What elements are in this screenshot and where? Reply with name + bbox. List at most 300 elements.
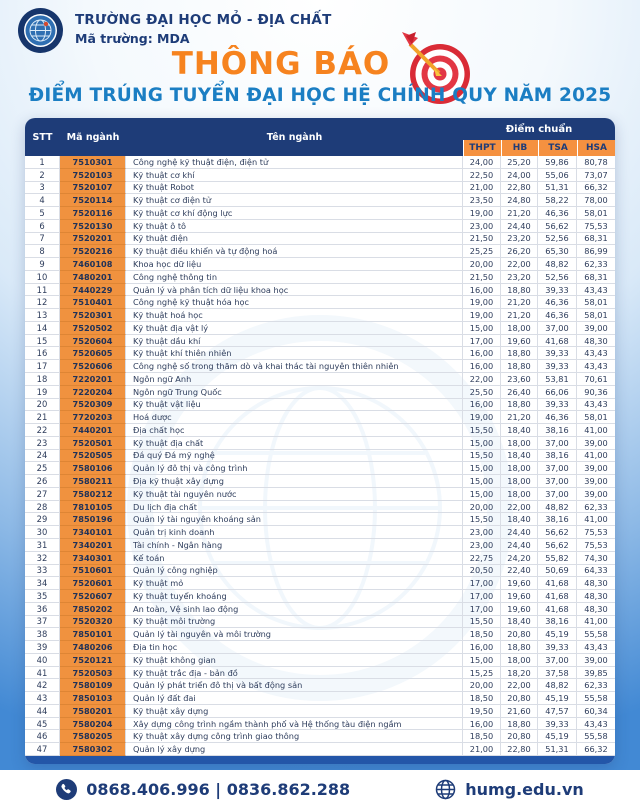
row-major-name: Kỹ thuật ô tô: [126, 220, 463, 233]
row-score-hb: 26,20: [501, 245, 538, 258]
row-major-code: 7520501: [60, 437, 126, 450]
row-score-hb: 22,80: [501, 182, 538, 195]
row-score-hsa: 68,31: [577, 233, 615, 246]
row-score-hb: 25,20: [501, 156, 538, 169]
row-major-name: Quản lý đất đai: [126, 692, 463, 705]
footer-website-group: [435, 779, 584, 800]
row-stt: 44: [25, 705, 60, 718]
row-score-tsa: 48,82: [538, 679, 577, 692]
row-score-thpt: 17,00: [463, 590, 501, 603]
row-score-thpt: 16,00: [463, 718, 501, 731]
row-score-thpt: 23,50: [463, 194, 501, 207]
row-major-name: Du lịch địa chất: [126, 501, 463, 514]
row-major-name: Kỹ thuật khí thiên nhiên: [126, 347, 463, 360]
row-score-tsa: 50,69: [538, 565, 577, 578]
row-stt: 30: [25, 526, 60, 539]
row-major-code: 7720203: [60, 411, 126, 424]
row-score-tsa: 39,33: [538, 718, 577, 731]
row-score-hb: 18,80: [501, 360, 538, 373]
row-major-name: Kỹ thuật điện: [126, 233, 463, 246]
row-major-name: Quản lý tài nguyên khoáng sản: [126, 513, 463, 526]
row-major-code: 7580109: [60, 679, 126, 692]
table-row: [25, 667, 615, 680]
row-score-thpt: 23,00: [463, 539, 501, 552]
row-major-name: Quản trị kinh doanh: [126, 526, 463, 539]
row-major-code: 7520114: [60, 194, 126, 207]
row-score-hb: 18,00: [501, 488, 538, 501]
row-major-code: 7580211: [60, 475, 126, 488]
row-stt: 28: [25, 501, 60, 514]
table-row: [25, 169, 615, 182]
row-stt: 36: [25, 603, 60, 616]
row-major-name: Quản lý công nghiệp: [126, 565, 463, 578]
row-score-hsa: 39,85: [577, 667, 615, 680]
phone-icon: [56, 779, 77, 800]
row-score-hb: 18,80: [501, 641, 538, 654]
row-score-thpt: 22,50: [463, 169, 501, 182]
row-score-hsa: 43,43: [577, 284, 615, 297]
table-row: [25, 654, 615, 667]
table-row: [25, 577, 615, 590]
row-score-tsa: 39,33: [538, 399, 577, 412]
row-score-tsa: 37,00: [538, 322, 577, 335]
row-score-hb: 22,00: [501, 501, 538, 514]
row-major-name: Công nghệ kỹ thuật điện, điện tử: [126, 156, 463, 169]
row-stt: 41: [25, 667, 60, 680]
col-header-hb: HB: [501, 140, 538, 156]
row-score-thpt: 20,00: [463, 679, 501, 692]
row-major-name: Quản lý tài nguyên và môi trường: [126, 628, 463, 641]
row-major-name: Kỹ thuật tài nguyên nước: [126, 488, 463, 501]
row-score-hsa: 55,58: [577, 730, 615, 743]
row-major-code: 7510601: [60, 565, 126, 578]
table-row: [25, 296, 615, 309]
row-stt: 8: [25, 245, 60, 258]
row-major-code: 7520309: [60, 399, 126, 412]
table-row: [25, 488, 615, 501]
row-stt: 13: [25, 309, 60, 322]
row-major-code: 7520503: [60, 667, 126, 680]
row-score-tsa: 41,68: [538, 603, 577, 616]
row-stt: 39: [25, 641, 60, 654]
row-score-hsa: 62,33: [577, 679, 615, 692]
table-row: [25, 718, 615, 731]
footer-bar: [0, 770, 640, 809]
row-score-hb: 23,60: [501, 373, 538, 386]
row-score-tsa: 51,31: [538, 182, 577, 195]
row-score-tsa: 39,33: [538, 641, 577, 654]
row-stt: 40: [25, 654, 60, 667]
table-row: [25, 501, 615, 514]
row-score-hsa: 41,00: [577, 424, 615, 437]
row-major-code: 7520505: [60, 450, 126, 463]
table-row: [25, 399, 615, 412]
table-row: [25, 565, 615, 578]
row-major-name: Kỹ thuật môi trường: [126, 616, 463, 629]
row-major-code: 7460108: [60, 258, 126, 271]
row-score-tsa: 38,16: [538, 513, 577, 526]
row-score-tsa: 41,68: [538, 590, 577, 603]
row-major-name: An toàn, Vệ sinh lao động: [126, 603, 463, 616]
col-header-tsa: TSA: [538, 140, 577, 156]
row-score-hsa: 43,43: [577, 360, 615, 373]
table-row: [25, 539, 615, 552]
row-score-hsa: 39,00: [577, 475, 615, 488]
row-score-thpt: 15,00: [463, 437, 501, 450]
row-stt: 21: [25, 411, 60, 424]
row-score-hsa: 62,33: [577, 258, 615, 271]
row-major-code: 7850202: [60, 603, 126, 616]
row-stt: 6: [25, 220, 60, 233]
row-score-tsa: 52,56: [538, 271, 577, 284]
table-row: [25, 424, 615, 437]
row-score-hb: 23,20: [501, 233, 538, 246]
row-stt: 18: [25, 373, 60, 386]
row-major-name: Hoá dược: [126, 411, 463, 424]
table-row: [25, 335, 615, 348]
row-major-name: Địa chất học: [126, 424, 463, 437]
row-major-name: Quản lý đô thị và công trình: [126, 462, 463, 475]
row-score-tsa: 59,86: [538, 156, 577, 169]
row-score-thpt: 17,00: [463, 577, 501, 590]
row-stt: 1: [25, 156, 60, 169]
row-score-hsa: 48,30: [577, 335, 615, 348]
table-row: [25, 552, 615, 565]
row-score-hsa: 64,33: [577, 565, 615, 578]
row-score-tsa: 47,57: [538, 705, 577, 718]
row-score-tsa: 46,36: [538, 207, 577, 220]
row-score-hb: 24,80: [501, 194, 538, 207]
row-score-hb: 24,40: [501, 526, 538, 539]
row-score-hb: 18,00: [501, 322, 538, 335]
row-score-hb: 19,60: [501, 335, 538, 348]
row-score-hb: 19,60: [501, 603, 538, 616]
table-row: [25, 373, 615, 386]
col-header-diem-chuan: Điểm chuẩn: [505, 123, 573, 135]
table-row: [25, 513, 615, 526]
row-stt: 22: [25, 424, 60, 437]
row-score-hsa: 75,53: [577, 526, 615, 539]
row-major-code: 7580201: [60, 705, 126, 718]
row-score-thpt: 21,00: [463, 182, 501, 195]
row-stt: 9: [25, 258, 60, 271]
row-score-hsa: 62,33: [577, 501, 615, 514]
row-major-code: 7520201: [60, 233, 126, 246]
row-score-hsa: 43,43: [577, 718, 615, 731]
row-score-thpt: 15,00: [463, 322, 501, 335]
row-stt: 46: [25, 730, 60, 743]
row-score-hb: 26,40: [501, 386, 538, 399]
row-score-thpt: 22,75: [463, 552, 501, 565]
row-score-hsa: 43,43: [577, 347, 615, 360]
row-major-name: Đá quý Đá mỹ nghệ: [126, 450, 463, 463]
row-score-thpt: 18,50: [463, 628, 501, 641]
row-score-hb: 21,20: [501, 207, 538, 220]
row-score-hb: 18,40: [501, 424, 538, 437]
row-major-code: 7220201: [60, 373, 126, 386]
table-row: [25, 182, 615, 195]
row-score-tsa: 45,19: [538, 628, 577, 641]
row-major-code: 7520607: [60, 590, 126, 603]
row-stt: 10: [25, 271, 60, 284]
row-stt: 26: [25, 475, 60, 488]
row-score-thpt: 17,00: [463, 603, 501, 616]
row-stt: 27: [25, 488, 60, 501]
row-major-name: Kỹ thuật cơ khí: [126, 169, 463, 182]
row-score-thpt: 15,25: [463, 667, 501, 680]
row-major-code: 7440201: [60, 424, 126, 437]
row-major-name: Ngôn ngữ Trung Quốc: [126, 386, 463, 399]
row-score-tsa: 46,36: [538, 309, 577, 322]
row-major-code: 7340201: [60, 539, 126, 552]
row-major-code: 7520107: [60, 182, 126, 195]
row-score-thpt: 20,00: [463, 258, 501, 271]
row-stt: 19: [25, 386, 60, 399]
row-score-hb: 18,00: [501, 437, 538, 450]
row-major-code: 7580205: [60, 730, 126, 743]
row-score-thpt: 15,50: [463, 513, 501, 526]
row-major-code: 7520121: [60, 654, 126, 667]
row-score-hb: 18,80: [501, 399, 538, 412]
table-row: [25, 526, 615, 539]
table-row: [25, 411, 615, 424]
row-score-thpt: 18,50: [463, 692, 501, 705]
row-score-tsa: 37,58: [538, 667, 577, 680]
table-row: [25, 692, 615, 705]
row-score-tsa: 37,00: [538, 437, 577, 450]
row-score-hb: 22,00: [501, 258, 538, 271]
row-score-hsa: 73,07: [577, 169, 615, 182]
table-row: [25, 233, 615, 246]
table-row: [25, 743, 615, 756]
page-subtitle: ĐIỂM TRÚNG TUYỂN ĐẠI HỌC HỆ CHÍNH QUY NĂM 2025: [28, 85, 612, 106]
row-score-tsa: 65,30: [538, 245, 577, 258]
row-score-hb: 22,40: [501, 565, 538, 578]
table-row: [25, 220, 615, 233]
row-score-thpt: 21,00: [463, 743, 501, 756]
row-score-hb: 24,20: [501, 552, 538, 565]
row-major-code: 7520301: [60, 309, 126, 322]
table-row: [25, 705, 615, 718]
row-major-name: Địa tin học: [126, 641, 463, 654]
col-header-ten-nganh: Tên ngành: [266, 131, 323, 143]
row-score-hb: 22,80: [501, 743, 538, 756]
row-score-hb: 18,40: [501, 616, 538, 629]
row-score-hb: 21,20: [501, 296, 538, 309]
row-score-tsa: 48,82: [538, 501, 577, 514]
table-row: [25, 450, 615, 463]
row-stt: 29: [25, 513, 60, 526]
row-major-code: 7520606: [60, 360, 126, 373]
row-score-hsa: 41,00: [577, 616, 615, 629]
row-major-code: 7850103: [60, 692, 126, 705]
row-score-hb: 24,00: [501, 169, 538, 182]
row-score-thpt: 19,00: [463, 411, 501, 424]
table-row: [25, 347, 615, 360]
row-score-thpt: 25,50: [463, 386, 501, 399]
row-score-tsa: 56,62: [538, 526, 577, 539]
row-score-hb: 18,00: [501, 654, 538, 667]
row-score-hsa: 58,01: [577, 296, 615, 309]
row-score-hsa: 90,36: [577, 386, 615, 399]
row-score-hsa: 48,30: [577, 590, 615, 603]
row-score-thpt: 20,50: [463, 565, 501, 578]
table-bottom-bar: [25, 756, 615, 764]
row-score-hb: 18,00: [501, 475, 538, 488]
row-major-code: 7480201: [60, 271, 126, 284]
row-major-name: Ngôn ngữ Anh: [126, 373, 463, 386]
table-row: [25, 616, 615, 629]
row-stt: 14: [25, 322, 60, 335]
table-row: [25, 360, 615, 373]
row-score-hb: 18,40: [501, 450, 538, 463]
row-score-hsa: 58,01: [577, 411, 615, 424]
table-row: [25, 271, 615, 284]
row-major-name: Địa kỹ thuật xây dựng: [126, 475, 463, 488]
row-stt: 38: [25, 628, 60, 641]
row-stt: 23: [25, 437, 60, 450]
row-score-hb: 21,60: [501, 705, 538, 718]
row-score-hsa: 58,01: [577, 309, 615, 322]
row-score-hsa: 70,61: [577, 373, 615, 386]
row-stt: 3: [25, 182, 60, 195]
row-major-code: 7520116: [60, 207, 126, 220]
row-major-code: 7510301: [60, 156, 126, 169]
row-score-thpt: 24,00: [463, 156, 501, 169]
row-major-code: 7480206: [60, 641, 126, 654]
table-row: [25, 679, 615, 692]
row-score-hsa: 41,00: [577, 450, 615, 463]
table-row: [25, 194, 615, 207]
row-score-hsa: 74,30: [577, 552, 615, 565]
row-major-name: Kỹ thuật cơ điện tử: [126, 194, 463, 207]
row-score-thpt: 15,50: [463, 450, 501, 463]
row-major-code: 7520320: [60, 616, 126, 629]
row-score-hb: 24,40: [501, 539, 538, 552]
row-major-name: Kỹ thuật Robot: [126, 182, 463, 195]
row-score-hb: 18,80: [501, 347, 538, 360]
row-major-name: Kỹ thuật cơ khí động lực: [126, 207, 463, 220]
row-score-hb: 21,20: [501, 309, 538, 322]
row-score-hsa: 55,58: [577, 692, 615, 705]
row-score-hsa: 43,43: [577, 641, 615, 654]
row-major-name: Quản lý xây dựng: [126, 743, 463, 756]
row-major-code: 7520604: [60, 335, 126, 348]
row-stt: 32: [25, 552, 60, 565]
row-score-hb: 18,00: [501, 462, 538, 475]
row-major-code: 7580106: [60, 462, 126, 475]
footer-phone-group: [56, 779, 350, 800]
row-major-name: Kỹ thuật vật liệu: [126, 399, 463, 412]
row-stt: 7: [25, 233, 60, 246]
row-major-name: Kỹ thuật tuyển khoáng: [126, 590, 463, 603]
row-score-thpt: 25,25: [463, 245, 501, 258]
row-score-thpt: 15,00: [463, 488, 501, 501]
row-major-code: 7520605: [60, 347, 126, 360]
row-major-code: 7520103: [60, 169, 126, 182]
row-score-tsa: 66,06: [538, 386, 577, 399]
row-score-tsa: 55,06: [538, 169, 577, 182]
row-score-tsa: 37,00: [538, 462, 577, 475]
row-score-thpt: 22,00: [463, 373, 501, 386]
table-row: [25, 386, 615, 399]
row-score-hsa: 48,30: [577, 577, 615, 590]
col-header-hsa: HSA: [577, 140, 615, 156]
row-score-hsa: 68,31: [577, 271, 615, 284]
row-major-name: Xây dựng công trình ngầm thành phố và Hệ thống tàu điện ngầm: [126, 718, 463, 731]
row-score-tsa: 46,36: [538, 296, 577, 309]
row-score-tsa: 51,31: [538, 743, 577, 756]
row-stt: 25: [25, 462, 60, 475]
row-stt: 24: [25, 450, 60, 463]
table-row: [25, 284, 615, 297]
row-score-thpt: 16,00: [463, 360, 501, 373]
row-stt: 45: [25, 718, 60, 731]
row-score-thpt: 15,00: [463, 654, 501, 667]
row-score-tsa: 48,82: [538, 258, 577, 271]
row-score-tsa: 38,16: [538, 450, 577, 463]
row-score-tsa: 37,00: [538, 488, 577, 501]
row-score-hb: 19,60: [501, 590, 538, 603]
row-major-name: Kỹ thuật dầu khí: [126, 335, 463, 348]
row-score-thpt: 18,50: [463, 730, 501, 743]
row-stt: 2: [25, 169, 60, 182]
row-score-thpt: 19,00: [463, 207, 501, 220]
table-row: [25, 475, 615, 488]
row-score-hsa: 58,01: [577, 207, 615, 220]
row-major-code: 7810105: [60, 501, 126, 514]
row-score-hb: 18,80: [501, 284, 538, 297]
row-stt: 35: [25, 590, 60, 603]
row-major-code: 7850196: [60, 513, 126, 526]
row-score-hsa: 43,43: [577, 399, 615, 412]
footer-website: humg.edu.vn: [465, 780, 584, 799]
row-score-tsa: 45,19: [538, 730, 577, 743]
row-stt: 17: [25, 360, 60, 373]
row-score-thpt: 16,00: [463, 399, 501, 412]
footer-phone-numbers: 0868.406.996 | 0836.862.288: [86, 780, 351, 799]
table-row: [25, 628, 615, 641]
row-major-name: Kỹ thuật mỏ: [126, 577, 463, 590]
table-body: [25, 156, 615, 756]
row-score-hb: 20,80: [501, 730, 538, 743]
table-row: [25, 437, 615, 450]
row-score-thpt: 16,00: [463, 284, 501, 297]
row-score-tsa: 56,62: [538, 539, 577, 552]
row-score-thpt: 20,00: [463, 501, 501, 514]
row-score-thpt: 19,50: [463, 705, 501, 718]
row-score-tsa: 38,16: [538, 424, 577, 437]
row-score-hsa: 75,53: [577, 539, 615, 552]
row-major-name: Quản lý phát triển đô thị và bất động sản: [126, 679, 463, 692]
school-code: Mã trường: MDA: [75, 31, 190, 46]
row-major-code: 7580204: [60, 718, 126, 731]
row-score-hsa: 55,58: [577, 628, 615, 641]
row-major-code: 7220204: [60, 386, 126, 399]
row-major-code: 7340101: [60, 526, 126, 539]
row-major-name: Công nghệ thông tin: [126, 271, 463, 284]
row-score-tsa: 41,68: [538, 577, 577, 590]
row-stt: 42: [25, 679, 60, 692]
row-major-code: 7520601: [60, 577, 126, 590]
row-major-code: 7510401: [60, 296, 126, 309]
row-score-hsa: 41,00: [577, 513, 615, 526]
table-row: [25, 641, 615, 654]
row-stt: 15: [25, 335, 60, 348]
row-major-name: Kỹ thuật địa vật lý: [126, 322, 463, 335]
row-score-thpt: 21,50: [463, 233, 501, 246]
table-row: [25, 590, 615, 603]
